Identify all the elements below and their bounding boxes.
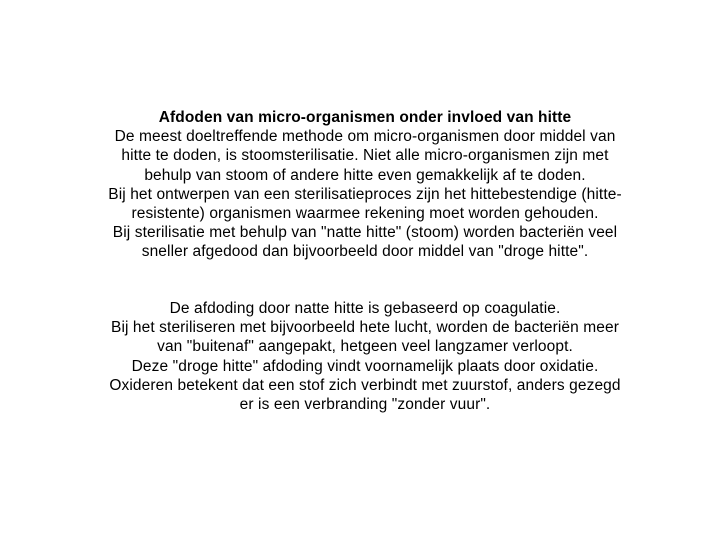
text-block-intro	[60, 108, 670, 262]
text-line: Deze "droge hitte" afdoding vindt voornamelijk plaats door oxidatie.	[131, 357, 599, 375]
text-line: resistente) organismen waarmee rekening moet worden gehouden.	[131, 205, 599, 223]
text-line: Oxideren betekent dat een stof zich verbindt met zuurstof, anders gezegd	[109, 376, 621, 394]
text-line: van "buitenaf" aangepakt, hetgeen veel langzamer verloopt.	[157, 338, 573, 356]
text-line: hitte te doden, is stoomsterilisatie. Niet alle micro-organismen zijn met	[121, 147, 609, 165]
text-block-coagulation	[60, 299, 670, 414]
text-line: sneller afgedood dan bijvoorbeeld door middel van "droge hitte".	[141, 243, 589, 261]
text-line: Bij het steriliseren met bijvoorbeeld hete lucht, worden de bacteriën meer	[111, 319, 619, 337]
slide-title: Afdoden van micro‑organismen onder invloed van hitte	[158, 109, 572, 126]
text-line: De afdoding door natte hitte is gebaseerd op coagulatie.	[169, 300, 561, 317]
text-line: er is een verbranding "zonder vuur".	[239, 396, 491, 414]
text-line: behulp van stoom of andere hitte even gemakkelijk af te doden.	[144, 166, 586, 184]
text-line: De meest doeltreffende methode om micro‑organismen door middel van	[114, 128, 616, 146]
text-line: Bij het ontwerpen van een sterilisatieproces zijn het hittebestendige (hitte-	[108, 185, 622, 203]
text-line: Bij sterilisatie met behulp van "natte hitte" (stoom) worden bacteriën veel	[112, 224, 618, 242]
